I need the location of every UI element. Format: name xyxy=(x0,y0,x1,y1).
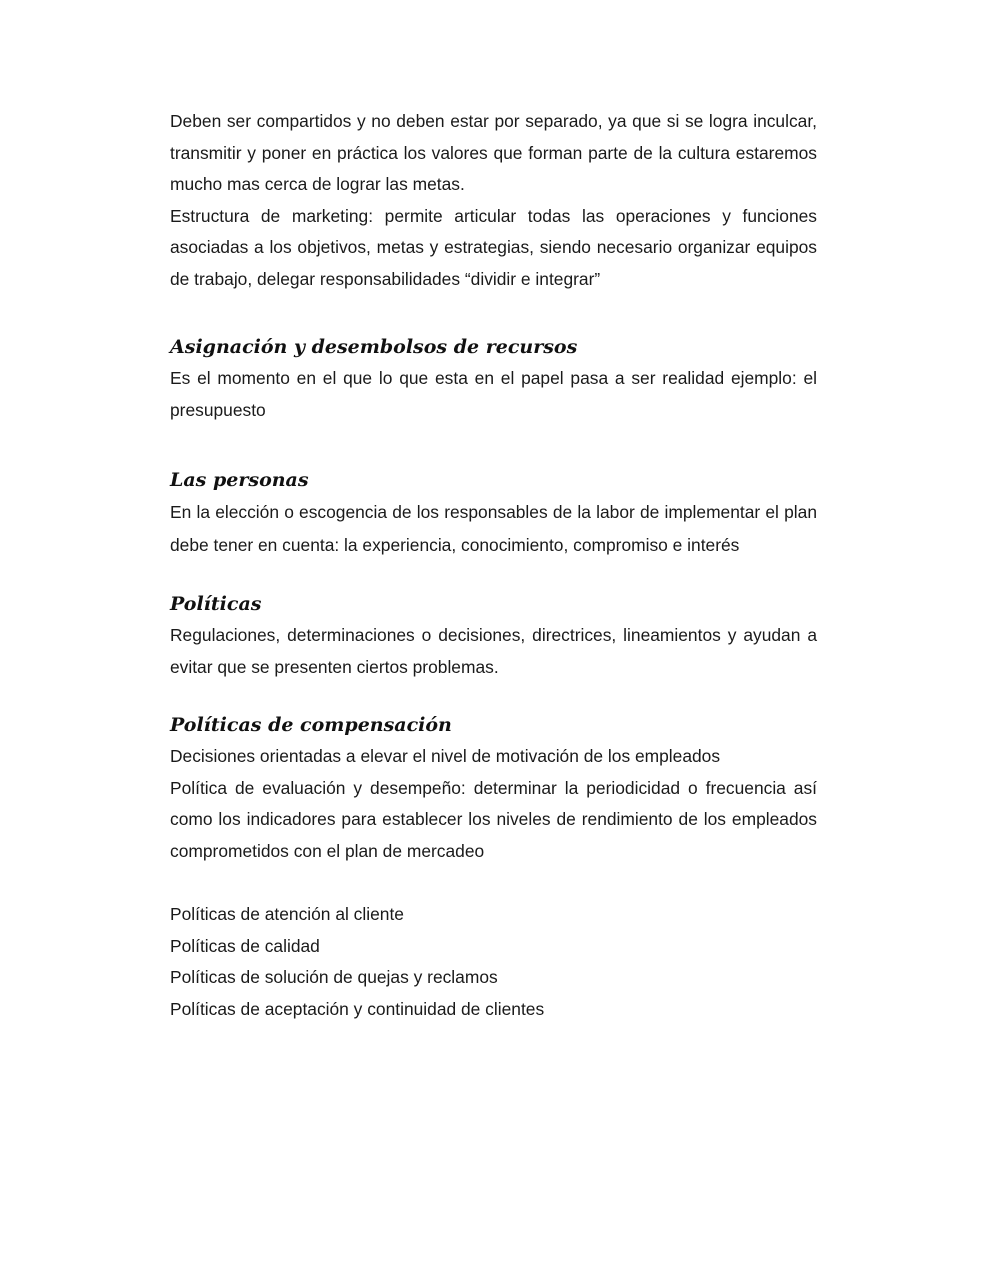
spacer xyxy=(170,683,817,709)
policy-list-item: Políticas de calidad xyxy=(170,935,320,956)
section-paragraph-asignacion: Es el momento en el que lo que esta en el papel pasa a ser realidad ejemplo: el presupuesto xyxy=(170,368,817,420)
section-paragraph-evaluacion: Política de evaluación y desempeño: determinar la periodicidad o frecuencia así como los indicadores para establecer los niveles de rendimiento de los empleados comprometidos con el plan de mercadeo xyxy=(170,777,817,861)
document-body xyxy=(170,106,817,1025)
policy-list-item: Políticas de atención al cliente xyxy=(170,904,404,924)
marketing-structure-paragraph: Estructura de marketing: permite articular todas las operaciones y funciones asociadas a los objetivos, metas y estrategias, siendo necesario organizar equipos de trabajo, delegar responsabilidades “dividir e integrar” xyxy=(170,205,817,289)
section-heading-compensacion: Políticas de compensación xyxy=(170,714,452,736)
spacer xyxy=(170,867,817,899)
section-paragraph-politicas: Regulaciones, determinaciones o decisiones, directrices, lineamientos y ayudan a evitar que se presenten ciertos problemas. xyxy=(170,625,817,677)
intro-paragraph: Deben ser compartidos y no deben estar por separado, ya que si se logra inculcar, transmitir y poner en práctica los valores que forman parte de la cultura estaremos mucho mas cerca de lograr las metas. xyxy=(170,111,817,194)
section-heading-personas: Las personas xyxy=(170,469,309,491)
spacer xyxy=(170,295,817,331)
section-heading-asignacion: Asignación y desembolsos de recursos xyxy=(170,336,578,358)
policy-list-item: Políticas de aceptación y continuidad de clientes xyxy=(170,998,545,1019)
policy-list-item: Políticas de solución de quejas y reclamos xyxy=(170,967,498,987)
section-paragraph-personas: En la elección o escogencia de los responsables de la labor de implementar el plan debe tener en cuenta: la experiencia, conocimiento, compromiso e interés xyxy=(170,502,817,555)
spacer xyxy=(170,426,817,464)
section-paragraph-compensacion: Decisiones orientadas a elevar el nivel de motivación de los empleados xyxy=(170,746,721,766)
section-heading-politicas: Políticas xyxy=(170,593,262,615)
spacer xyxy=(170,562,817,588)
